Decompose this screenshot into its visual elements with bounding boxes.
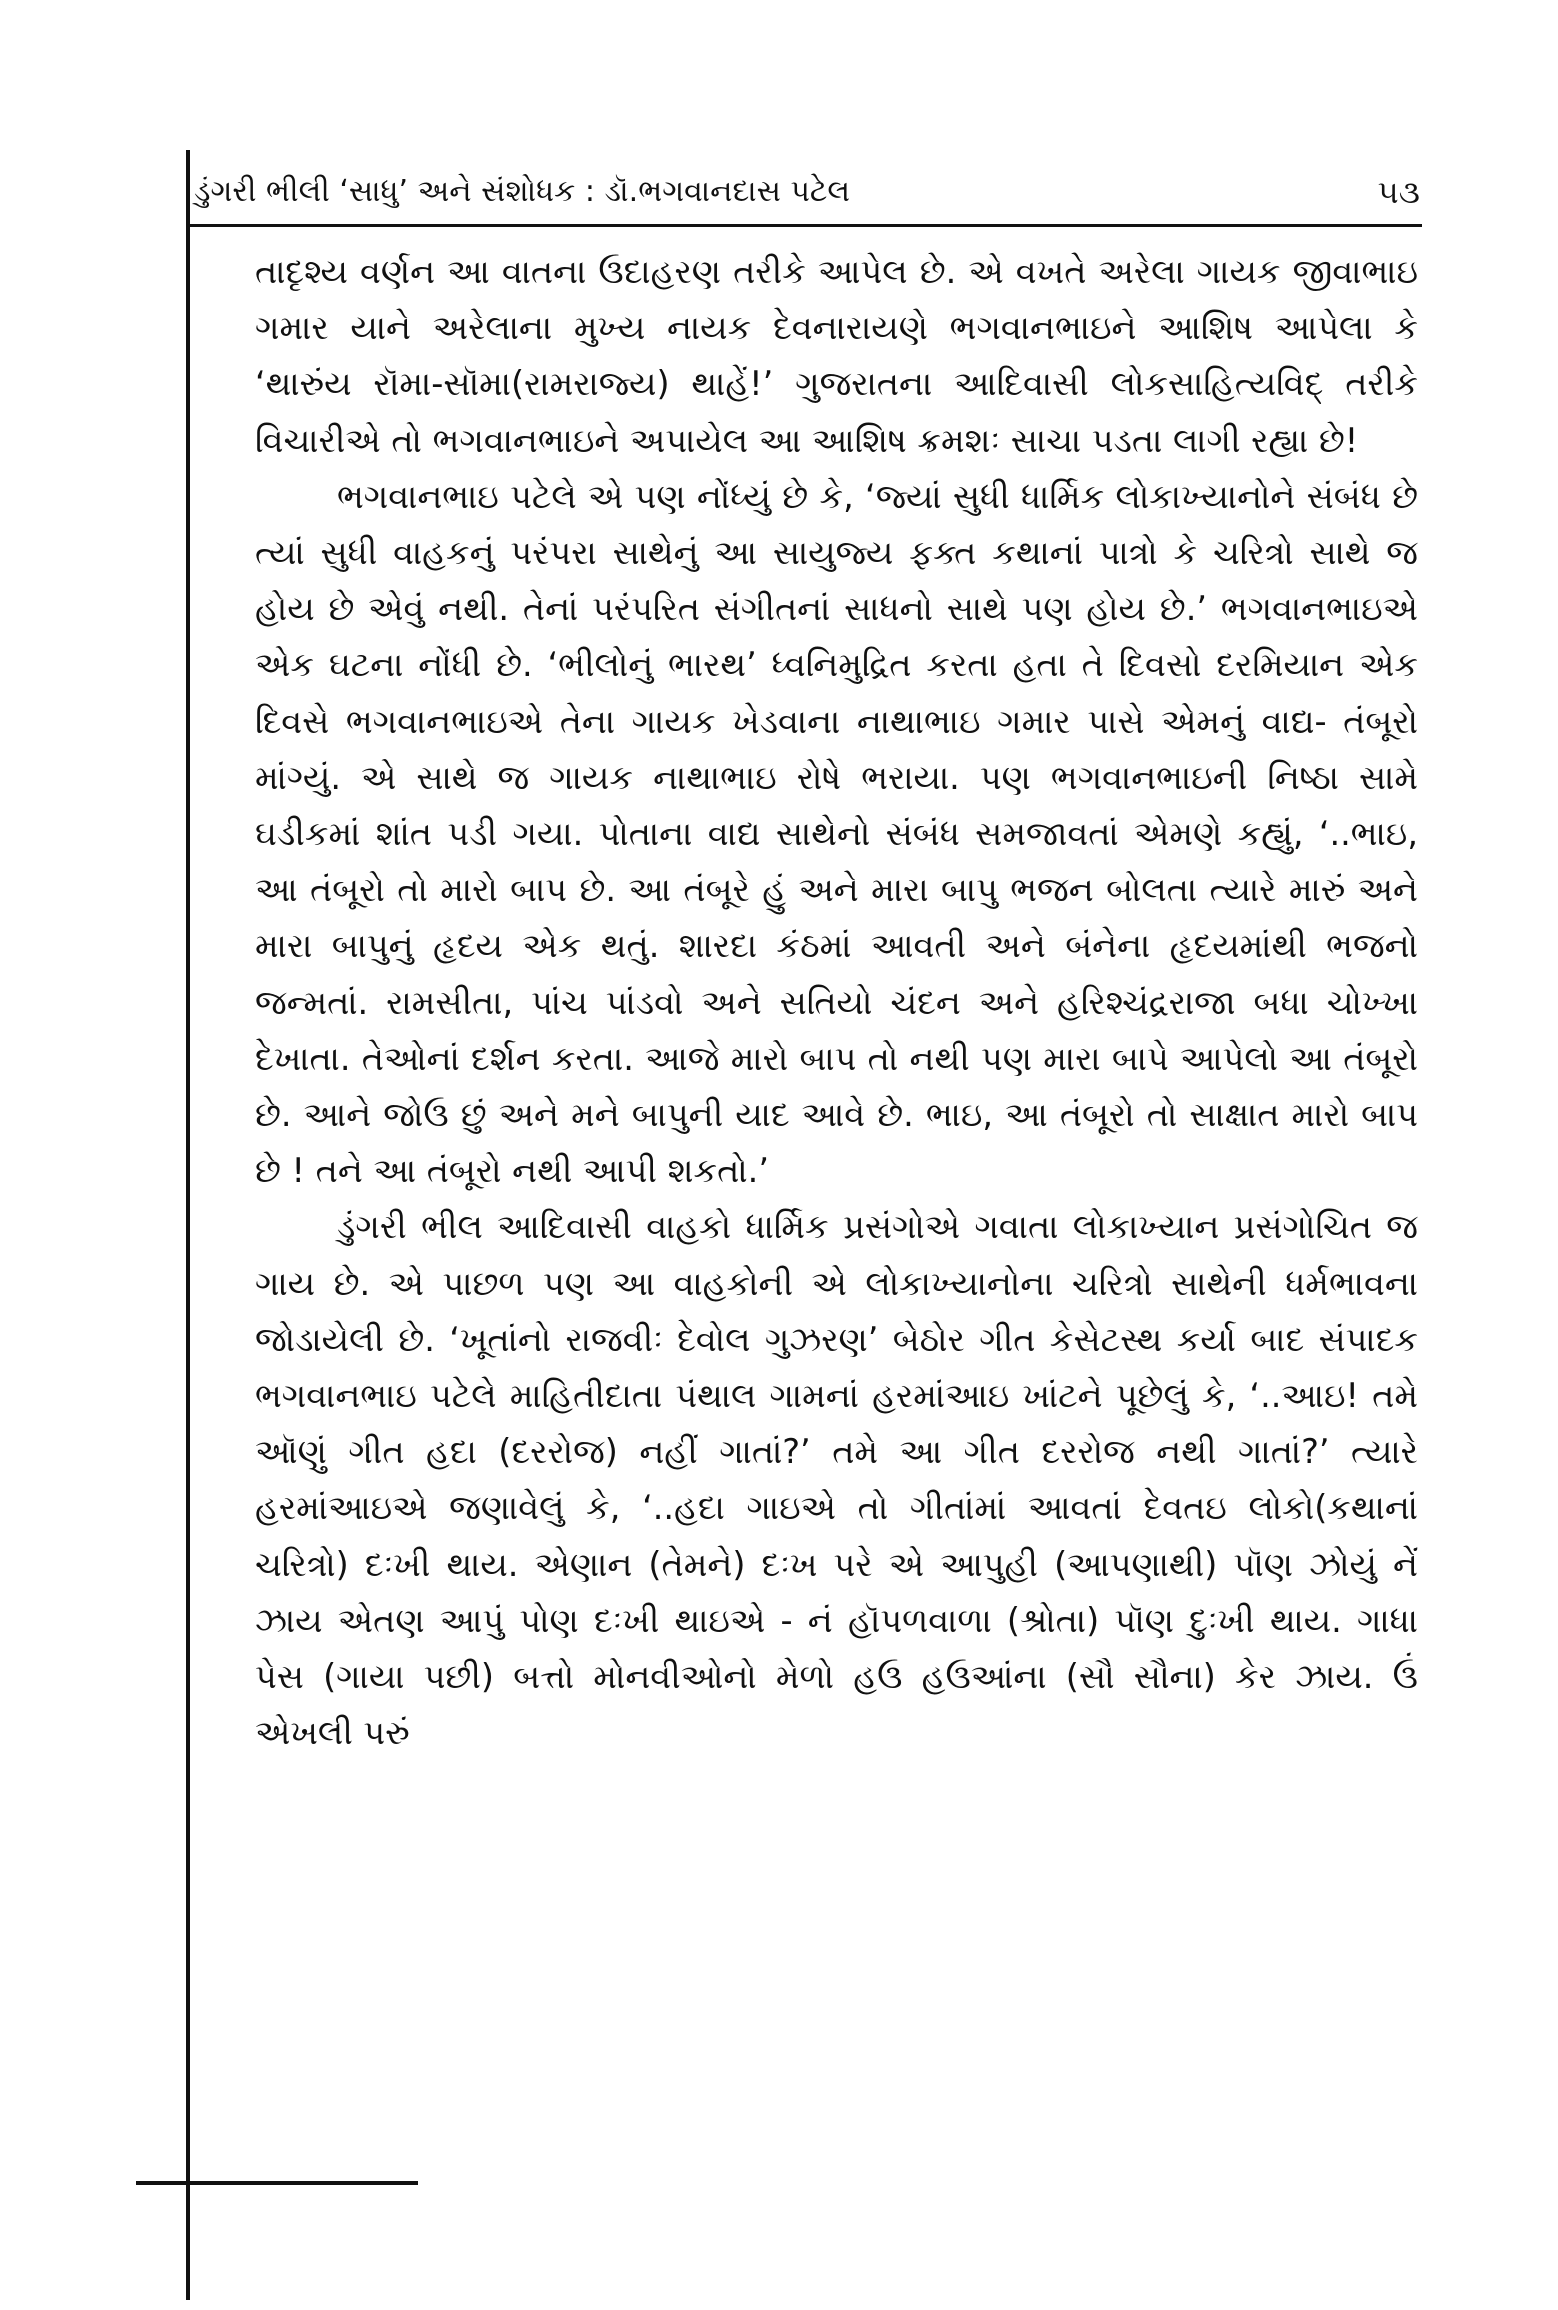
page-number: ૫૩ bbox=[1377, 173, 1420, 211]
header-rule bbox=[190, 224, 1422, 227]
margin-vertical-rule bbox=[186, 150, 190, 2300]
running-header bbox=[190, 168, 1420, 216]
paragraph-3: ડુંગરી ભીલ આદિવાસી વાહકો ધાર્મિક પ્રસંગોએ ગવાતા લોકાખ્યાન પ્રસંગોચિત જ ગાય છે. એ પાછળ પણ આ વાહકોની એ લોકાખ્યાનોના ચરિત્રો સાથેની ધર્મભાવના જોડાયેલી છે. ‘ખૂતાંનો રાજવીઃ દેવોલ ગુઝરણ’ બેઠોર ગીત કેસેટસ્થ કર્યા બાદ સંપાદક ભગવાનભાઇ પટેલે માહિતીદાતા પંથાલ ગામનાં હરમાંઆઇ ખાંટને પૂછેલું કે, ‘..આઇ! તમે ઑણું ગીત હદા (દરરોજ) નહીં ગાતાં?’ તમે આ ગીત દરરોજ નથી ગાતાં?’ ત્યારે હરમાંઆઇએ જણાવેલું કે, ‘..હદા ગાઇએ તો ગીતાંમાં આવતાં દેવતઇ લોકો(કથાનાં ચરિત્રો) દઃખી થાય. એણાન (તેમને) દઃખ પરે એ આપુહી (આપણાથી) પૉણ ઝોયું નેં ઝાય એતણ આપું પોણ દઃખી થાઇએ - નં હૉપળવાળા (શ્રોતા) પૉણ દુઃખી થાય. ગાધા પેસ (ગાયા પછી) બત્તો મોનવીઓનો મેળો હઉ હઉઆંના (સૌ સૌના) કેર ઝાય. ઉં એખલી પરું bbox=[255, 1207, 1418, 1753]
paragraph-1: તાદૃશ્ય વર્ણન આ વાતના ઉદાહરણ તરીકે આપેલ છે. એ વખતે અરેલા ગાયક જીવાભાઇ ગમાર યાને અરેલાના મુખ્ય નાયક દેવનારાયણે ભગવાનભાઇને આશિષ આપેલા કે ‘થારુંય રૉમા-સૉમા(રામરાજ્ય) થાહેં!’ ગુજરાતના આદિવાસી લોકસાહિત્યવિદ્ તરીકે વિચારીએ તો ભગવાનભાઇને અપાયેલ આ આશિષ ક્રમશઃ સાચા પડતા લાગી રહ્યા છે! bbox=[255, 252, 1418, 460]
running-title: ડુંગરી ભીલી ‘સાધુ’ અને સંશોધક : ડૉ.ભગવાનદાસ પટેલ bbox=[194, 174, 851, 209]
body-text bbox=[255, 244, 1418, 1761]
paragraph-2: ભગવાનભાઇ પટેલે એ પણ નોંધ્યું છે કે, ‘જ્યાં સુધી ધાર્મિક લોકાખ્યાનોને સંબંધ છે ત્યાં સુધી વાહકનું પરંપરા સાથેનું આ સાયુજ્ય ફક્ત કથાનાં પાત્રો કે ચરિત્રો સાથે જ હોય છે એવું નથી. તેનાં પરંપરિત સંગીતનાં સાધનો સાથે પણ હોય છે.’ ભગવાનભાઇએ એક ઘટના નોંધી છે. ‘ભીલોનું ભારથ’ ધ્વનિમુદ્રિત કરતા હતા તે દિવસો દરમિયાન એક દિવસે ભગવાનભાઇએ તેના ગાયક ખેડવાના નાથાભાઇ ગમાર પાસે એમનું વાદ્ય- તંબૂરો માંગ્યું. એ સાથે જ ગાયક નાથાભાઇ રોષે ભરાયા. પણ ભગવાનભાઇની નિષ્ઠા સામે ઘડીકમાં શાંત પડી ગયા. પોતાના વાદ્ય સાથેનો સંબંધ સમજાવતાં એમણે કહ્યું, ‘..ભાઇ, આ તંબૂરો તો મારો બાપ છે. આ તંબૂરે હું અને મારા બાપુ ભજન બોલતા ત્યારે મારું અને મારા બાપુનું હૃદય એક થતું. શારદા કંઠમાં આવતી અને બંનેના હૃદયમાંથી ભજનો જન્મતાં. રામસીતા, પાંચ પાંડવો અને સતિયો ચંદન અને હરિશ્ચંદ્રરાજા બધા ચોખ્ખા દેખાતા. તેઓનાં દર્શન કરતા. આજે મારો બાપ તો નથી પણ મારા બાપે આપેલો આ તંબૂરો છે. આને જોઉ છું અને મને બાપુની યાદ આવે છે. ભાઇ, આ તંબૂરો તો સાક્ષાત મારો બાપ છે ! તને આ તંબૂરો નથી આપી શકતો.’ bbox=[255, 476, 1418, 1191]
footer-rule bbox=[136, 2181, 418, 2185]
